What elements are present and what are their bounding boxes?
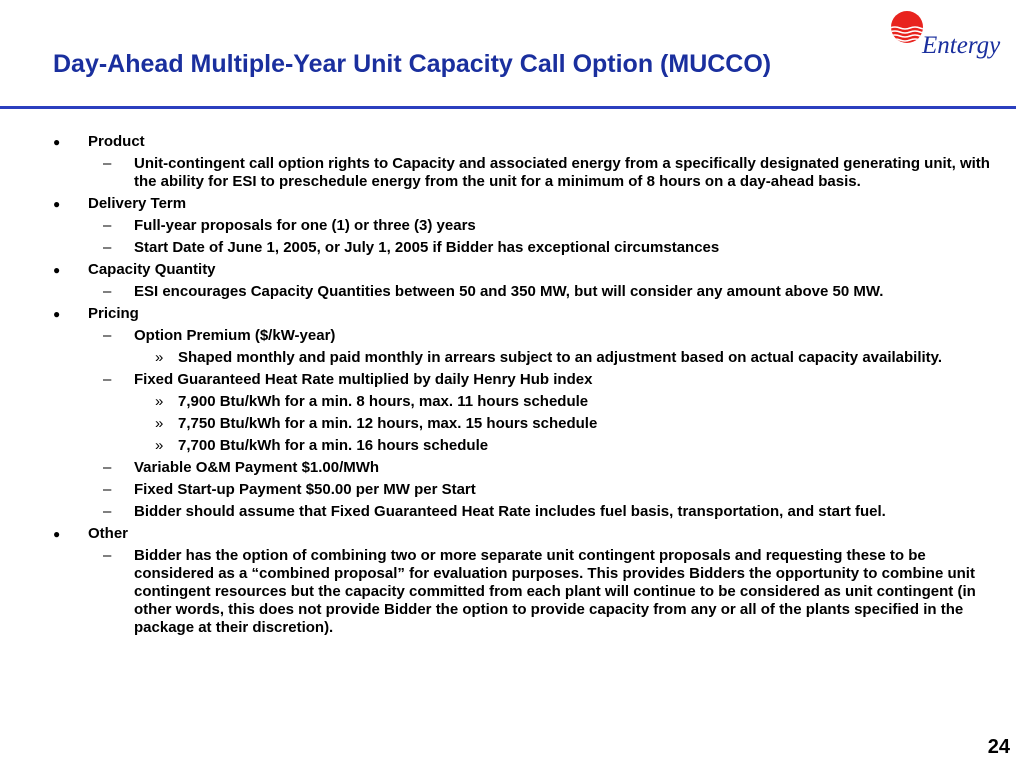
bullet-marker: »	[155, 415, 164, 432]
bullet-level-2	[48, 155, 998, 191]
bullet-text: Product	[88, 133, 145, 150]
bullet-level-1	[48, 133, 998, 151]
bullet-text: Bidder should assume that Fixed Guaranteed Heat Rate includes fuel basis, transportation, and start fuel.	[134, 503, 886, 520]
bullet-marker: –	[103, 459, 112, 476]
bullet-text: Bidder has the option of combining two or more separate unit contingent proposals and requesting these to be considered as a “combined proposal” for evaluation purposes. This provides Bidders the opportunity to combine unit contingent resources but the capacity committed from each plant will continue to be considered as unit contingent (in other words, this does not provide Bidder the option to provide capacity from any or all of the plants specified in the package at their discretion).	[134, 547, 976, 636]
bullet-marker: »	[155, 393, 164, 410]
bullet-text: Variable O&M Payment $1.00/MWh	[134, 459, 380, 476]
bullet-text: Delivery Term	[88, 195, 187, 212]
bullet-level-2	[48, 217, 998, 235]
bullet-level-2	[48, 547, 998, 637]
bullet-level-2	[48, 481, 998, 499]
logo	[888, 8, 1018, 66]
bullet-text: Fixed Start-up Payment $50.00 per MW per Start	[134, 481, 476, 498]
bullet-text: Option Premium ($/kW-year)	[134, 327, 336, 344]
bullet-marker: –	[103, 371, 112, 388]
bullet-level-3	[48, 393, 998, 411]
bullet-marker: –	[103, 503, 112, 520]
bullet-level-1	[48, 305, 998, 323]
slide-title: Day-Ahead Multiple-Year Unit Capacity Call Option (MUCCO)	[53, 50, 772, 78]
bullet-list	[48, 129, 998, 637]
bullet-level-2	[48, 459, 998, 477]
bullet-marker: –	[103, 239, 112, 256]
bullet-marker: ●	[53, 263, 61, 277]
bullet-level-2	[48, 283, 998, 301]
bullet-level-1	[48, 261, 998, 279]
page-number: 24	[987, 736, 1010, 758]
bullet-text: 7,750 Btu/kWh for a min. 12 hours, max. 15 hours schedule	[178, 415, 598, 432]
bullet-marker: –	[103, 327, 112, 344]
bullet-marker: »	[155, 437, 164, 454]
bullet-level-2	[48, 327, 998, 345]
bullet-text: ESI encourages Capacity Quantities between 50 and 350 MW, but will consider any amount above 50 MW.	[134, 283, 884, 300]
entergy-sun-icon	[890, 10, 924, 44]
bullet-level-3	[48, 415, 998, 433]
bullet-text: Pricing	[88, 305, 139, 322]
bullet-level-2	[48, 371, 998, 389]
bullet-marker: »	[155, 349, 164, 366]
bullet-text: 7,700 Btu/kWh for a min. 16 hours schedule	[178, 437, 489, 454]
bullet-text: 7,900 Btu/kWh for a min. 8 hours, max. 11 hours schedule	[178, 393, 589, 410]
title-divider	[0, 106, 1016, 109]
bullet-marker: –	[103, 547, 112, 564]
bullet-text: Fixed Guaranteed Heat Rate multiplied by daily Henry Hub index	[134, 371, 593, 388]
bullet-text: Shaped monthly and paid monthly in arrears subject to an adjustment based on actual capacity availability.	[178, 349, 943, 366]
bullet-level-2	[48, 239, 998, 257]
bullet-marker: –	[103, 481, 112, 498]
bullet-text: Unit-contingent call option rights to Capacity and associated energy from a specifically designated generating unit, with the ability for ESI to preschedule energy from the unit for a minimum of 8 hours on a day-ahead basis.	[134, 155, 990, 190]
bullet-level-1	[48, 525, 998, 543]
bullet-marker: ●	[53, 135, 61, 149]
bullet-marker: ●	[53, 527, 61, 541]
bullet-marker: –	[103, 283, 112, 300]
bullet-level-2	[48, 503, 998, 521]
bullet-marker: ●	[53, 307, 61, 321]
bullet-marker: ●	[53, 197, 61, 211]
bullet-marker: –	[103, 217, 112, 234]
bullet-text: Other	[88, 525, 129, 542]
bullet-marker: –	[103, 155, 112, 172]
logo-text: Entergy	[922, 32, 1001, 59]
bullet-text: Start Date of June 1, 2005, or July 1, 2005 if Bidder has exceptional circumstances	[134, 239, 720, 256]
bullet-text: Capacity Quantity	[88, 261, 216, 278]
bullet-level-3	[48, 349, 998, 367]
bullet-text: Full-year proposals for one (1) or three (3) years	[134, 217, 476, 234]
bullet-level-3	[48, 437, 998, 455]
bullet-level-1	[48, 195, 998, 213]
